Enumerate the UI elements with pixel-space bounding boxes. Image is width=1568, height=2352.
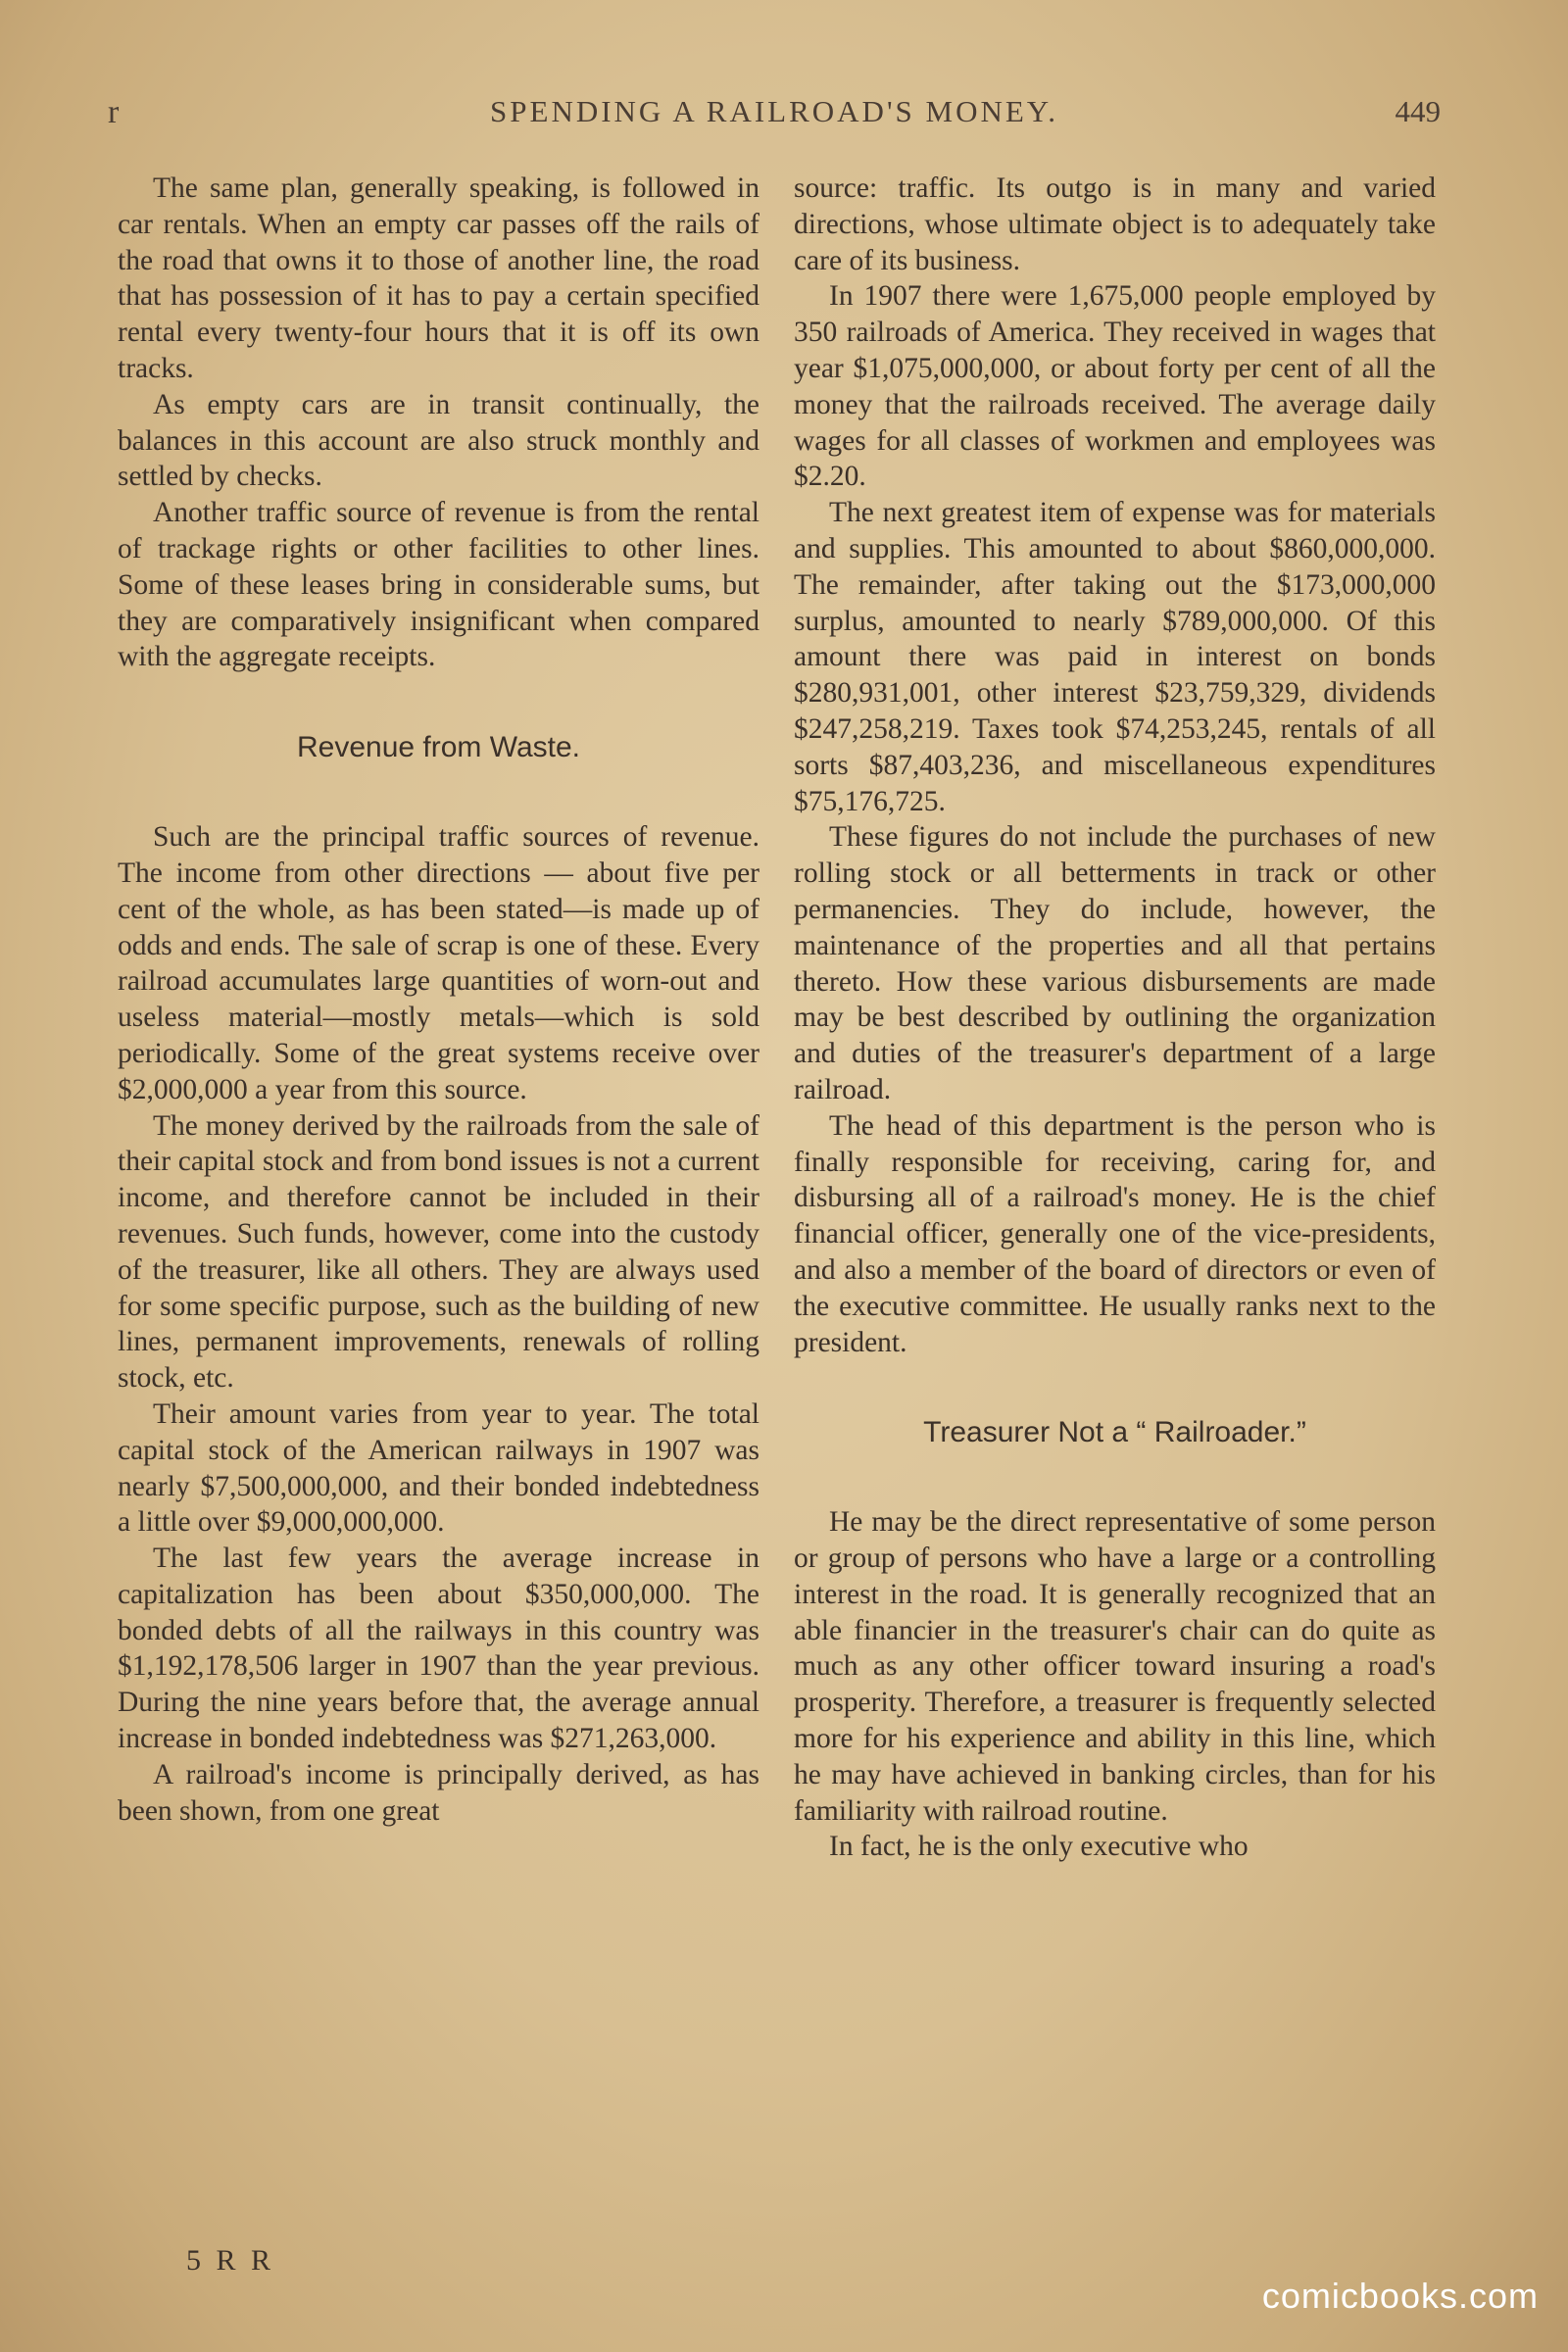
paragraph: These figures do not include the purchases of new rolling stock or all betterments in track or other permanencies. They do include, however, the maintenance of the properties and all that pertains thereto. How these various disbursements are made may be best described by outlining the organization and duties of the treasurer's department of a large railroad. xyxy=(794,821,1436,1105)
right-column xyxy=(794,171,1436,1865)
paragraph: He may be the direct representative of some person or group of persons who have a large or a controlling interest in the road. It is generally recognized that an able financier in the treasurer's chair can do quite as much as any other officer toward insuring a road's prosperity. Therefore, a treasurer is frequently selected more for his experience and ability in this line, which he may have achieved in banking circles, than for his familiarity with railroad routine. xyxy=(794,1506,1436,1827)
running-title: SPENDING A RAILROAD'S MONEY. xyxy=(490,94,1058,128)
paragraph: The last few years the average increase in capitalization has been about $350,000,000. The bonded debts of all the railways in this country was $1,192,178,506 larger in 1907 than the year previous. During the nine years before that, the average annual increase in bonded indebtedness was $271,263,000. xyxy=(118,1543,760,1755)
paragraph: Such are the principal traffic sources of revenue. The income from other directions — about five per cent of the whole, as has been stated—is made up of odds and ends. The sale of scrap is one of these. Every railroad accumulates large quantities of worn-out and useless material—mostly metals—which is sold periodically. Some of the great systems receive over $2,000,000 a year from this source. xyxy=(118,821,760,1105)
watermark: comicbooks.com xyxy=(1261,2276,1539,2316)
page-header xyxy=(108,94,1441,133)
paragraph: Another traffic source of revenue is from the rental of trackage rights or other facilities to other lines. Some of these leases bring in considerable sums, but they are comparatively insignificant when compared with the aggregate receipts. xyxy=(118,497,760,673)
header-mark: r xyxy=(108,94,120,130)
paragraph: A railroad's income is principally derived, as has been shown, from one great xyxy=(118,1758,760,1827)
paragraph: As empty cars are in transit continually, the balances in this account are also struck monthly and settled by checks. xyxy=(118,388,760,493)
paragraph: The next greatest item of expense was for materials and supplies. This amounted to about $860,000,000. The remainder, after taking out the $173,000,000 surplus, amounted to nearly $789,000,000. Of this amount there was paid in interest on bonds $280,931,001, other interest $23,759,329, dividends $247,258,219. Taxes took $74,253,245, rentals of all sorts $87,403,236, and miscellaneous expenditures $75,176,725. xyxy=(794,497,1436,817)
page-number: 449 xyxy=(1395,94,1441,128)
paragraph: Their amount varies from year to year. The total capital stock of the American railways in 1907 was nearly $7,500,000,000, and their bonded indebtedness a little over $9,000,000,000. xyxy=(118,1397,760,1539)
paragraph: In 1907 there were 1,675,000 people employed by 350 railroads of America. They received in wages that year $1,075,000,000, or about forty per cent of all the money that the railroads received. The average daily wages for all classes of workmen and employees was $2.20. xyxy=(794,280,1436,493)
paragraph: The money derived by the railroads from the sale of their capital stock and from bond issues is not a current income, and therefore cannot be included in their revenues. Such funds, however, come into the custody of the treasurer, like all others. They are always used for some specific purpose, such as the building of new lines, permanent improvements, renewals of rolling stock, etc. xyxy=(118,1109,760,1395)
printer-signature: 5 R R xyxy=(186,2244,275,2277)
paragraph: The head of this department is the person who is finally responsible for receiving, caring for, and disbursing all of a railroad's money. He is the chief financial officer, generally one of the vice-presidents, and also a member of the board of directors or even of the executive committee. He usually ranks next to the president. xyxy=(794,1109,1436,1358)
section-heading: Treasurer Not a “ Railroader.” xyxy=(923,1416,1306,1449)
paragraph: source: traffic. Its outgo is in many and varied directions, whose ultimate object is to adequately take care of its business. xyxy=(794,172,1436,276)
left-column xyxy=(118,171,760,1829)
paragraph: In fact, he is the only executive who xyxy=(829,1831,1249,1863)
paragraph: The same plan, generally speaking, is followed in car rentals. When an empty car passes off the rails of the road that owns it to those of another line, the road that has possession of it has to pay a certain specified rental every twenty-four hours that it is off its own tracks. xyxy=(118,172,760,384)
section-heading: Revenue from Waste. xyxy=(297,731,580,764)
